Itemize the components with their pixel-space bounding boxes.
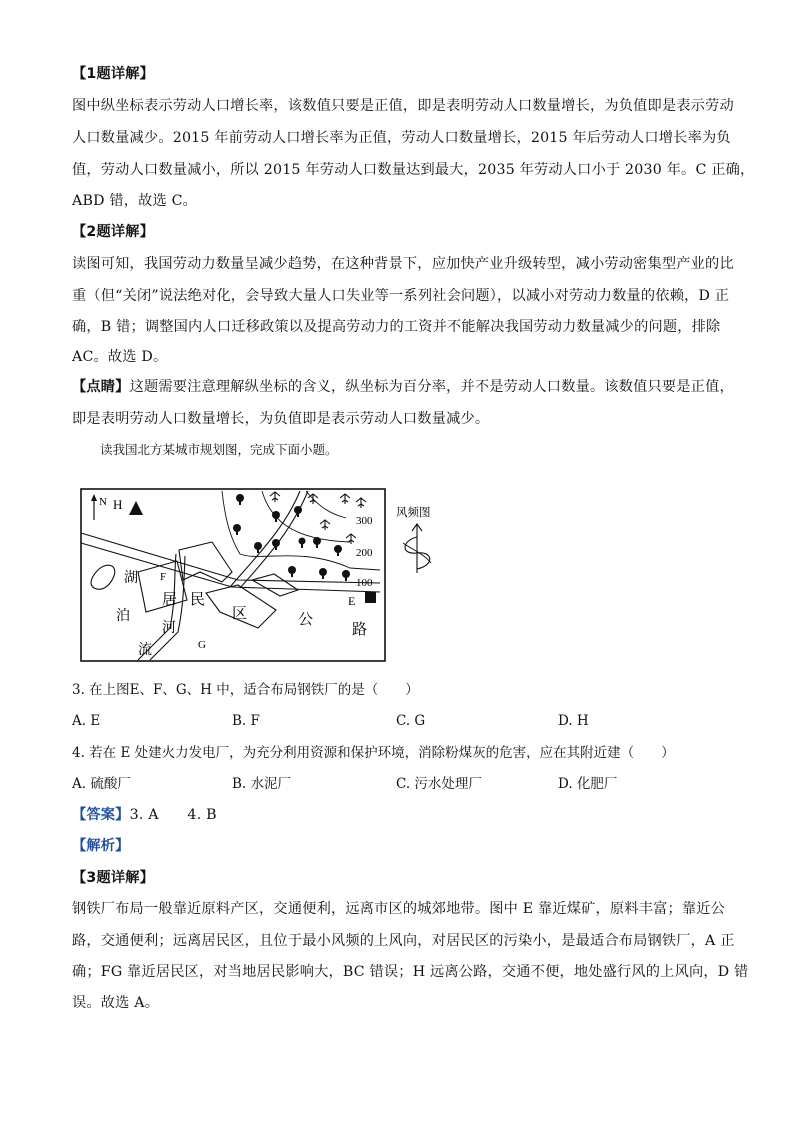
q4-option-c: C. 污水处理厂 — [396, 776, 482, 792]
q4-option-a: A. 硫酸厂 — [72, 776, 131, 792]
q1-line-3: 值，劳动人口数量减小，所以 2015 年劳动人口数量达到最大，2035 年劳动人口小于 2030 年。C 正确， — [72, 162, 755, 178]
q3-detail-header: 【3题详解】 — [72, 870, 155, 886]
q3-option-b: B. F — [232, 713, 260, 729]
lake-char-2: 泊 — [116, 609, 130, 624]
tip-line-2: 即是表明劳动人口数量增长，为负值即是表示劳动人口数量减少。 — [72, 411, 490, 427]
q4-option-b: B. 水泥厂 — [232, 776, 292, 792]
contour-label-100: 100 — [356, 577, 373, 589]
tip-header: 【点睛】 — [72, 379, 130, 395]
h-label: H — [113, 497, 123, 512]
e-label: E — [348, 594, 356, 608]
residential-char-2: 民 — [190, 592, 206, 608]
e-square-icon — [365, 592, 376, 603]
answer-text: 3. A 4. B — [129, 807, 217, 823]
q3-stem: 3. 在上图E、F、G、H 中，适合布局钢铁厂的是（ ） — [72, 682, 419, 698]
q2-detail-header: 【2题详解】 — [72, 224, 155, 240]
q2-line-2: 重（但“关闭”说法绝对化，会导致大量人口失业等一系列社会问题），以减小对劳动力数量的依赖，D 正 — [72, 288, 730, 304]
q3-detail-line-4: 误。故选 A。 — [72, 995, 160, 1011]
answer-line — [72, 805, 722, 825]
q3-detail-line-3: 确；FG 靠近居民区，对当地居民影响大，BC 错误；H 远离公路，交通不便，地处盛行风的上风向，D 错 — [72, 964, 749, 980]
g-label: G — [198, 639, 206, 651]
contour-label-200: 200 — [356, 547, 373, 559]
lake-char-1: 湖 — [124, 571, 138, 586]
tip-line-1 — [72, 377, 734, 397]
q3-option-d: D. H — [558, 713, 589, 729]
wind-frequency-chart — [395, 503, 445, 575]
q1-line-1: 图中纵坐标表示劳动人口增长率，该数值只要是正值，即是表明劳动人口数量增长，为负值即是表示劳动 — [72, 98, 734, 114]
residential-char-3: 区 — [232, 606, 248, 622]
f-label: F — [160, 571, 167, 583]
q3-detail-line-1: 钢铁厂布局一般靠近原料产区，交通便利，远离市区的城郊地带。图中 E 靠近煤矿，原料丰富；靠近公 — [72, 901, 726, 917]
q2-line-3: 确，B 错；调整国内人口迁移政策以及提高劳动力的工资并不能解决我国劳动力数量减少的问题，排除 — [72, 319, 721, 335]
q4-stem: 4. 若在 E 处建火力发电厂，为充分利用资源和保护环境，消除粉煤灰的危害，应在其附近建（ ） — [72, 745, 675, 761]
contour-label-300: 300 — [356, 515, 373, 527]
road-char-2: 路 — [352, 622, 368, 638]
q1-detail-header: 【1题详解】 — [72, 66, 155, 82]
road-char-1: 公 — [298, 612, 314, 628]
q4-option-d: D. 化肥厂 — [558, 776, 618, 792]
analysis-label: 【解析】 — [72, 838, 130, 854]
river-char-2: 流 — [138, 643, 152, 658]
q2-line-1: 读图可知，我国劳动力数量呈减少趋势，在这种背景下，应加快产业升级转型，减小劳动密集型产业的比 — [72, 256, 734, 272]
answer-label: 【答案】 — [72, 807, 130, 823]
river-char-1: 河 — [162, 621, 176, 636]
q3-option-c: C. G — [396, 713, 426, 729]
map-intro: 读我国北方某城市规划图，完成下面小题。 — [100, 442, 338, 457]
q1-line-2: 人口数量减少。2015 年前劳动人口增长率为正值，劳动人口数量增长，2015 年后劳动人口增长率为负 — [72, 130, 731, 146]
tip-text-1: 这题需要注意理解纵坐标的含义，纵坐标为百分率，并不是劳动人口数量。该数值只要是正值， — [129, 379, 734, 395]
north-label: N — [99, 496, 107, 508]
q1-line-4: ABD 错，故选 C。 — [72, 193, 198, 209]
q2-line-4: AC。故选 D。 — [72, 349, 168, 365]
residential-char-1: 居 — [162, 592, 178, 608]
q3-detail-line-2: 路，交通便利；远离居民区，且位于最小风频的上风向，对居民区的污染小，是最适合布局钢铁厂，A 正 — [72, 933, 735, 949]
q3-option-a: A. E — [72, 713, 101, 729]
city-planning-map — [80, 488, 386, 662]
wind-chart-title: 风频图 — [396, 507, 431, 519]
